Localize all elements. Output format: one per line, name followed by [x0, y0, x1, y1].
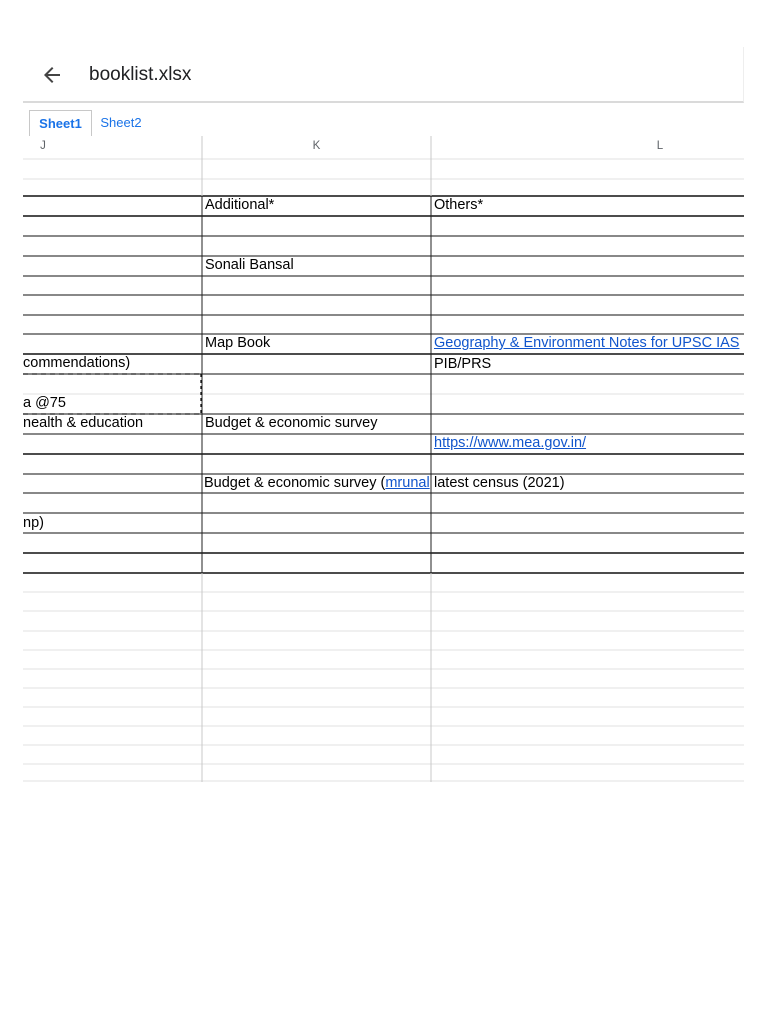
- column-header-j[interactable]: J: [40, 140, 46, 152]
- cell-l-latest-census[interactable]: latest census (2021): [434, 475, 565, 491]
- cell-l-pib-prs[interactable]: PIB/PRS: [434, 356, 492, 372]
- arrow-back-icon[interactable]: [40, 63, 64, 87]
- budget-survey-text: Budget & economic survey (: [204, 475, 386, 491]
- spreadsheet-grid[interactable]: [23, 136, 744, 782]
- cell-j-np[interactable]: np): [23, 515, 44, 531]
- cell-j-recommendations[interactable]: commendations): [23, 355, 131, 371]
- mrunal-link[interactable]: mrunal: [385, 475, 430, 491]
- cell-k-additional[interactable]: Additional*: [205, 197, 275, 213]
- sheet-tabs: [23, 104, 744, 136]
- app-header: [23, 47, 744, 103]
- cell-k-map-book[interactable]: Map Book: [205, 335, 271, 351]
- cell-k-budget-survey[interactable]: Budget & economic survey: [205, 415, 378, 431]
- cell-j-health-education[interactable]: nealth & education: [23, 415, 144, 431]
- tab-sheet1[interactable]: Sheet1: [29, 110, 92, 136]
- cell-k-sonali-bansal[interactable]: Sonali Bansal: [205, 257, 294, 273]
- file-title: booklist.xlsx: [89, 64, 192, 85]
- geography-notes-link[interactable]: Geography & Environment Notes for UPSC IAS: [434, 335, 740, 351]
- tab-sheet2[interactable]: Sheet2: [100, 115, 142, 130]
- column-header-k[interactable]: K: [312, 140, 321, 152]
- grid-lines: [23, 136, 744, 782]
- cell-l-geography-link[interactable]: [434, 334, 744, 353]
- cell-l-others[interactable]: Others*: [434, 197, 484, 213]
- column-header-l[interactable]: L: [656, 140, 664, 152]
- mea-link[interactable]: https://www.mea.gov.in/: [434, 435, 587, 451]
- cell-l-mea-link[interactable]: [434, 434, 742, 453]
- cell-j-at75[interactable]: a @75: [23, 395, 66, 411]
- cell-k-budget-survey-mrunal[interactable]: [204, 474, 430, 493]
